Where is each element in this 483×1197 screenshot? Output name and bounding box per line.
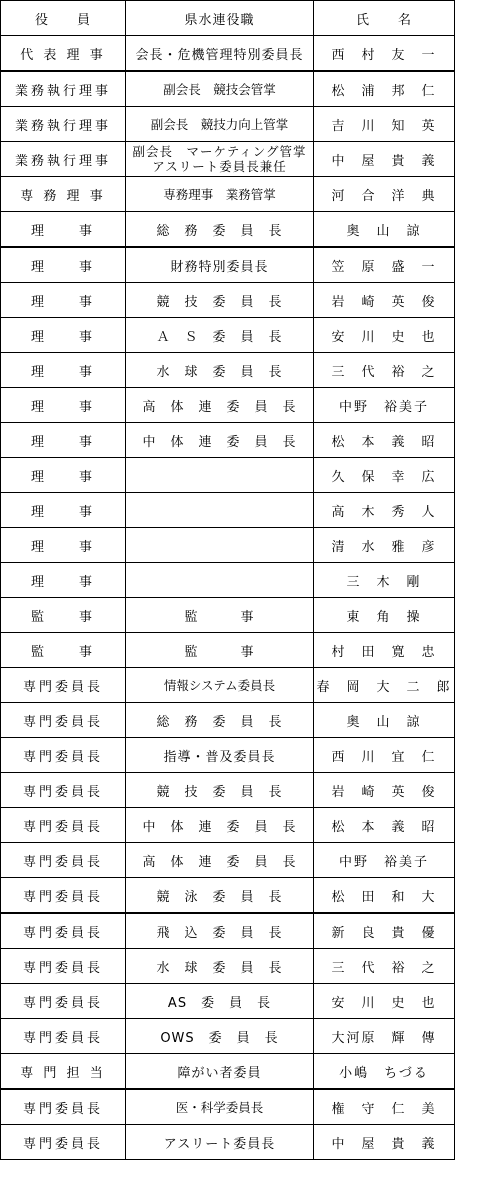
role-cell: 専 務 理 事 — [1, 177, 126, 212]
table-row — [1, 353, 455, 388]
post-cell: 競 技 委 員 長 — [126, 283, 314, 318]
table-body — [1, 36, 455, 1160]
name-cell: 吉 川 知 英 — [314, 107, 455, 142]
table-row — [1, 1019, 455, 1054]
table-row — [1, 177, 455, 212]
name-cell: 安 川 史 也 — [314, 318, 455, 353]
role-cell: 専門委員長 — [1, 843, 126, 878]
name-cell: 河 合 洋 典 — [314, 177, 455, 212]
post-cell: 水 球 委 員 長 — [126, 353, 314, 388]
post-cell: 監 事 — [126, 633, 314, 668]
table-row — [1, 247, 455, 283]
post-cell: 総 務 委 員 長 — [126, 212, 314, 248]
name-cell: 松 田 和 大 — [314, 878, 455, 914]
name-cell: 松 本 義 昭 — [314, 808, 455, 843]
name-cell: 新 良 貴 優 — [314, 913, 455, 949]
post-cell: 飛 込 委 員 長 — [126, 913, 314, 949]
name-cell: 奥 山 諒 — [314, 212, 455, 248]
post-cell: 障がい者委員 — [126, 1054, 314, 1090]
name-cell: 久 保 幸 広 — [314, 458, 455, 493]
table-row — [1, 212, 455, 248]
name-cell: 三 代 裕 之 — [314, 949, 455, 984]
post-cell: 監 事 — [126, 598, 314, 633]
name-cell: 松 浦 邦 仁 — [314, 71, 455, 107]
name-cell: 東 角 操 — [314, 598, 455, 633]
name-cell: 権 守 仁 美 — [314, 1089, 455, 1125]
post-cell — [126, 563, 314, 598]
role-cell: 理 事 — [1, 388, 126, 423]
table-row — [1, 458, 455, 493]
name-cell: 三 木 剛 — [314, 563, 455, 598]
role-cell: 理 事 — [1, 563, 126, 598]
name-cell: 三 代 裕 之 — [314, 353, 455, 388]
name-cell: 春 岡 大 二 郎 — [314, 668, 455, 703]
table-row — [1, 738, 455, 773]
post-cell: 高 体 連 委 員 長 — [126, 843, 314, 878]
role-cell: 専門委員長 — [1, 808, 126, 843]
name-cell: 笠 原 盛 一 — [314, 247, 455, 283]
name-cell: 岩 崎 英 俊 — [314, 773, 455, 808]
table-row — [1, 913, 455, 949]
role-cell: 理 事 — [1, 212, 126, 248]
table-row — [1, 142, 455, 177]
name-cell: 大河原 輝 傳 — [314, 1019, 455, 1054]
table-row — [1, 598, 455, 633]
role-cell: 理 事 — [1, 423, 126, 458]
post-cell: 専務理事 業務管掌 — [126, 177, 314, 212]
post-cell: 会長・危機管理特別委員長 — [126, 36, 314, 72]
role-cell: 専門委員長 — [1, 1089, 126, 1125]
name-cell: 奥 山 諒 — [314, 703, 455, 738]
role-cell: 専門委員長 — [1, 878, 126, 914]
post-cell — [126, 528, 314, 563]
role-cell: 代 表 理 事 — [1, 36, 126, 72]
table-row — [1, 318, 455, 353]
role-cell: 専 門 担 当 — [1, 1054, 126, 1090]
role-cell: 業務執行理事 — [1, 71, 126, 107]
role-cell: 専門委員長 — [1, 949, 126, 984]
post-cell: 指導・普及委員長 — [126, 738, 314, 773]
name-cell: 小嶋 ちづる — [314, 1054, 455, 1090]
post-cell: 副会長 マーケティング管掌アスリート委員長兼任 — [126, 142, 314, 177]
table-row — [1, 808, 455, 843]
role-cell: 専門委員長 — [1, 913, 126, 949]
role-cell: 専門委員長 — [1, 703, 126, 738]
table-row — [1, 703, 455, 738]
role-cell: 専門委員長 — [1, 984, 126, 1019]
post-cell: 情報システム委員長 — [126, 668, 314, 703]
table-row — [1, 1125, 455, 1160]
name-cell: 村 田 寛 忠 — [314, 633, 455, 668]
post-cell: 副会長 競技力向上管掌 — [126, 107, 314, 142]
table-row — [1, 563, 455, 598]
table-row — [1, 773, 455, 808]
table-header — [1, 1, 455, 36]
table-row — [1, 949, 455, 984]
name-cell: 高 木 秀 人 — [314, 493, 455, 528]
role-cell: 監 事 — [1, 633, 126, 668]
post-cell: 競 泳 委 員 長 — [126, 878, 314, 914]
table-row — [1, 668, 455, 703]
role-cell: 理 事 — [1, 528, 126, 563]
header-role: 役 員 — [1, 1, 126, 36]
header-name: 氏 名 — [314, 1, 455, 36]
post-cell: 医・科学委員長 — [126, 1089, 314, 1125]
post-cell: 水 球 委 員 長 — [126, 949, 314, 984]
table-row — [1, 633, 455, 668]
post-cell: AS 委 員 長 — [126, 984, 314, 1019]
role-cell: 専門委員長 — [1, 1019, 126, 1054]
role-cell: 理 事 — [1, 353, 126, 388]
post-cell: 中 体 連 委 員 長 — [126, 808, 314, 843]
table-row — [1, 388, 455, 423]
post-cell: 中 体 連 委 員 長 — [126, 423, 314, 458]
table-row — [1, 984, 455, 1019]
post-cell: 競 技 委 員 長 — [126, 773, 314, 808]
role-cell: 業務執行理事 — [1, 142, 126, 177]
post-cell — [126, 458, 314, 493]
table-row — [1, 843, 455, 878]
name-cell: 西 村 友 一 — [314, 36, 455, 72]
role-cell: 理 事 — [1, 318, 126, 353]
role-cell: 専門委員長 — [1, 773, 126, 808]
table-row — [1, 283, 455, 318]
post-cell: Ａ Ｓ 委 員 長 — [126, 318, 314, 353]
role-cell: 理 事 — [1, 458, 126, 493]
name-cell: 中 屋 貴 義 — [314, 1125, 455, 1160]
role-cell: 専門委員長 — [1, 668, 126, 703]
name-cell: 清 水 雅 彦 — [314, 528, 455, 563]
post-cell — [126, 493, 314, 528]
table-row — [1, 493, 455, 528]
table-row — [1, 107, 455, 142]
name-cell: 岩 崎 英 俊 — [314, 283, 455, 318]
table-row — [1, 878, 455, 914]
name-cell: 西 川 宜 仁 — [314, 738, 455, 773]
post-cell: OWS 委 員 長 — [126, 1019, 314, 1054]
name-cell: 中 屋 貴 義 — [314, 142, 455, 177]
name-cell: 中野 裕美子 — [314, 843, 455, 878]
role-cell: 理 事 — [1, 283, 126, 318]
table-row — [1, 71, 455, 107]
table-row — [1, 528, 455, 563]
table-row — [1, 423, 455, 458]
post-cell: 総 務 委 員 長 — [126, 703, 314, 738]
post-cell: 副会長 競技会管掌 — [126, 71, 314, 107]
table-row — [1, 1089, 455, 1125]
post-cell: 財務特別委員長 — [126, 247, 314, 283]
role-cell: 業務執行理事 — [1, 107, 126, 142]
table-row — [1, 36, 455, 72]
header-post: 県水連役職 — [126, 1, 314, 36]
post-cell: 高 体 連 委 員 長 — [126, 388, 314, 423]
name-cell: 中野 裕美子 — [314, 388, 455, 423]
role-cell: 専門委員長 — [1, 1125, 126, 1160]
role-cell: 理 事 — [1, 247, 126, 283]
table-row — [1, 1054, 455, 1090]
role-cell: 専門委員長 — [1, 738, 126, 773]
role-cell: 理 事 — [1, 493, 126, 528]
name-cell: 安 川 史 也 — [314, 984, 455, 1019]
header-row — [1, 1, 455, 36]
name-cell: 松 本 義 昭 — [314, 423, 455, 458]
role-cell: 監 事 — [1, 598, 126, 633]
post-cell: アスリート委員長 — [126, 1125, 314, 1160]
